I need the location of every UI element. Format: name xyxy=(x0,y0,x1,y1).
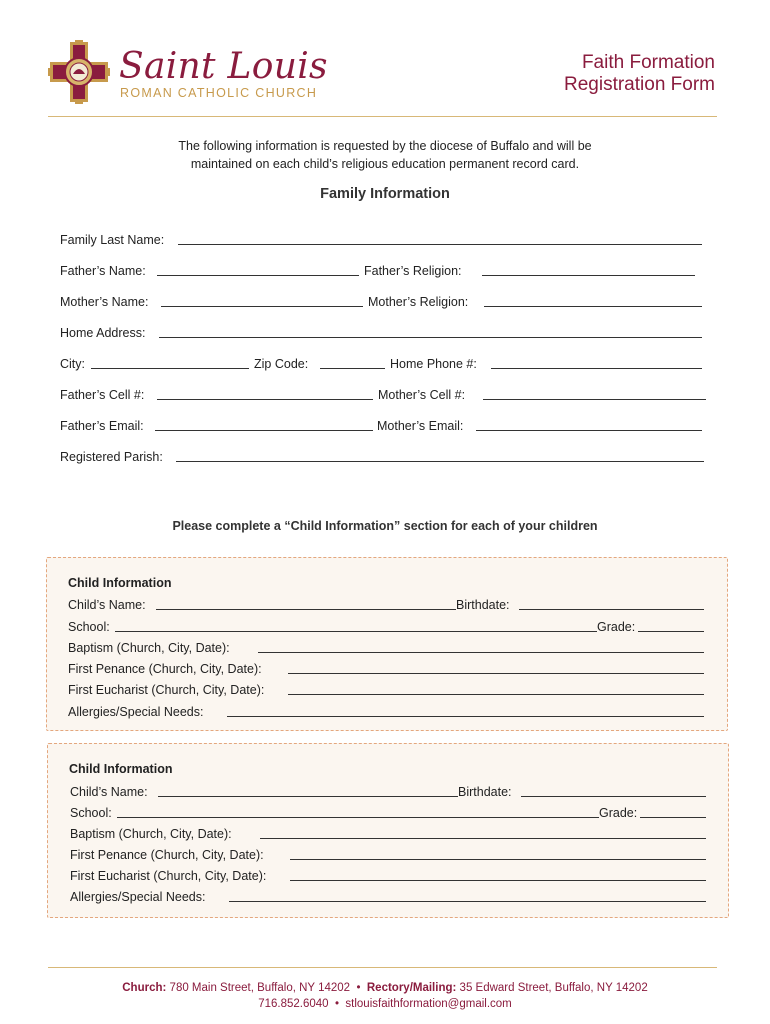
mothers-cell-label: Mother’s Cell #: xyxy=(378,388,466,402)
child-info-title: Child Information xyxy=(69,762,173,776)
mothers-name-field[interactable] xyxy=(161,306,363,307)
fathers-email-label: Father’s Email: xyxy=(60,419,144,433)
form-title-line2: Registration Form xyxy=(564,74,715,95)
school-row xyxy=(68,619,704,635)
footer xyxy=(40,980,730,1012)
intro-line1: The following information is requested by the diocese of Buffalo and will be xyxy=(178,139,592,153)
first-eucharist-field[interactable] xyxy=(288,694,704,695)
mothers-cell-field[interactable] xyxy=(483,399,706,400)
church-name: Saint Louis xyxy=(119,46,328,87)
fathers-name-field[interactable] xyxy=(157,275,359,276)
header-divider xyxy=(48,116,717,117)
rectory-label: Rectory/Mailing: xyxy=(366,982,457,994)
home-phone-label: Home Phone #: xyxy=(390,357,477,371)
mothers-religion-field[interactable] xyxy=(484,306,702,307)
child-section-instruction: Please complete a “Child Information” section for each of your children xyxy=(172,519,598,533)
baptism-field[interactable] xyxy=(258,652,704,653)
home-address-label: Home Address: xyxy=(60,326,146,340)
first-penance-field[interactable] xyxy=(290,859,706,860)
rectory-address: 35 Edward Street, Buffalo, NY 14202 xyxy=(459,982,648,994)
school-field[interactable] xyxy=(115,631,597,632)
first-eucharist-label: First Eucharist (Church, City, Date): xyxy=(70,869,267,883)
childs-name-field[interactable] xyxy=(156,609,456,610)
first-eucharist-row xyxy=(68,682,704,698)
mothers-name-label: Mother’s Name: xyxy=(60,295,149,309)
registered-parish-label: Registered Parish: xyxy=(60,450,163,464)
grade-field[interactable] xyxy=(638,631,704,632)
footer-divider xyxy=(48,967,717,968)
father-row xyxy=(60,263,702,279)
child-info-box-1 xyxy=(46,557,728,731)
first-penance-field[interactable] xyxy=(288,673,704,674)
allergies-field[interactable] xyxy=(229,901,706,902)
baptism-label: Baptism (Church, City, Date): xyxy=(70,827,232,841)
first-eucharist-field[interactable] xyxy=(290,880,706,881)
city-field[interactable] xyxy=(91,368,249,369)
baptism-row xyxy=(70,826,706,842)
family-info-heading: Family Information xyxy=(320,186,450,202)
fathers-name-label: Father’s Name: xyxy=(60,264,146,278)
allergies-label: Allergies/Special Needs: xyxy=(70,890,206,904)
fathers-religion-field[interactable] xyxy=(482,275,695,276)
email-row xyxy=(60,418,702,434)
footer-line1 xyxy=(40,980,730,996)
birthdate-label: Birthdate: xyxy=(458,785,512,799)
registered-parish-field[interactable] xyxy=(176,461,704,462)
cell-row xyxy=(60,387,706,403)
allergies-field[interactable] xyxy=(227,716,704,717)
birthdate-field[interactable] xyxy=(519,609,704,610)
fathers-email-field[interactable] xyxy=(155,430,373,431)
church-cross-logo xyxy=(48,40,110,104)
family-last-name-label: Family Last Name: xyxy=(60,233,165,247)
mothers-email-field[interactable] xyxy=(476,430,702,431)
registered-parish-row xyxy=(60,449,704,465)
grade-label: Grade: xyxy=(599,806,638,820)
home-address-field[interactable] xyxy=(159,337,702,338)
birthdate-label: Birthdate: xyxy=(456,598,510,612)
child-info-title: Child Information xyxy=(68,576,172,590)
first-eucharist-row xyxy=(70,868,706,884)
church-subtitle: ROMAN CATHOLIC CHURCH xyxy=(120,86,318,100)
zip-code-field[interactable] xyxy=(320,368,385,369)
mother-row xyxy=(60,294,702,310)
city-label: City: xyxy=(60,357,85,371)
footer-phone: 716.852.6040 xyxy=(258,998,329,1010)
first-penance-row xyxy=(68,661,704,677)
family-last-name-row xyxy=(60,232,702,248)
childs-name-label: Child’s Name: xyxy=(70,785,148,799)
footer-separator: • xyxy=(334,998,340,1010)
city-row xyxy=(60,356,702,372)
baptism-field[interactable] xyxy=(260,838,706,839)
form-title xyxy=(564,52,715,96)
child-name-row xyxy=(68,597,704,613)
fathers-cell-label: Father’s Cell #: xyxy=(60,388,145,402)
intro-line2: maintained on each child’s religious education permanent record card. xyxy=(190,157,580,171)
footer-separator: • xyxy=(356,982,361,994)
school-row xyxy=(70,805,706,821)
allergies-label: Allergies/Special Needs: xyxy=(68,705,204,719)
child-info-box-2 xyxy=(47,743,729,918)
grade-field[interactable] xyxy=(640,817,706,818)
family-last-name-field[interactable] xyxy=(178,244,702,245)
childs-name-label: Child’s Name: xyxy=(68,598,146,612)
first-penance-label: First Penance (Church, City, Date): xyxy=(68,662,262,676)
school-label: School: xyxy=(70,806,112,820)
allergies-row xyxy=(70,889,706,905)
church-address: 780 Main Street, Buffalo, NY 14202 xyxy=(169,982,351,994)
childs-name-field[interactable] xyxy=(158,796,458,797)
mothers-email-label: Mother’s Email: xyxy=(377,419,464,433)
school-label: School: xyxy=(68,620,110,634)
home-phone-field[interactable] xyxy=(491,368,702,369)
church-label: Church: xyxy=(122,982,167,994)
fathers-cell-field[interactable] xyxy=(157,399,373,400)
intro-text xyxy=(60,137,710,173)
child-name-row xyxy=(70,784,706,800)
footer-email[interactable]: stlouisfaithformation@gmail.com xyxy=(345,998,512,1010)
first-eucharist-label: First Eucharist (Church, City, Date): xyxy=(68,683,265,697)
home-address-row xyxy=(60,325,702,341)
fathers-religion-label: Father’s Religion: xyxy=(364,264,462,278)
birthdate-field[interactable] xyxy=(521,796,706,797)
grade-label: Grade: xyxy=(597,620,636,634)
baptism-label: Baptism (Church, City, Date): xyxy=(68,641,230,655)
allergies-row xyxy=(68,704,704,720)
zip-code-label: Zip Code: xyxy=(254,357,309,371)
first-penance-row xyxy=(70,847,706,863)
baptism-row xyxy=(68,640,704,656)
first-penance-label: First Penance (Church, City, Date): xyxy=(70,848,264,862)
form-title-line1: Faith Formation xyxy=(581,52,715,73)
school-field[interactable] xyxy=(117,817,599,818)
mothers-religion-label: Mother’s Religion: xyxy=(368,295,469,309)
footer-line2 xyxy=(40,996,730,1012)
